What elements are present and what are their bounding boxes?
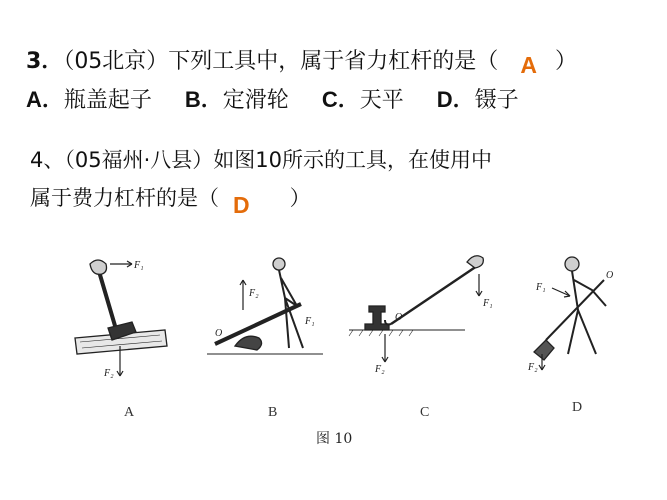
option-b: B．定滑轮 xyxy=(184,87,289,113)
figure-b-label: B xyxy=(268,405,278,420)
figure-d-illustration xyxy=(522,250,632,375)
figure-c-label: C xyxy=(420,405,430,420)
figure-d-label: D xyxy=(572,400,583,415)
figure-d-mark-f2: F₂ xyxy=(528,362,538,373)
figure-d-mark-o: O xyxy=(606,270,614,281)
figure-b-illustration xyxy=(205,250,325,370)
figure-a-mark-f1: F₁ xyxy=(134,260,144,271)
figure-b-mark-f2: F₂ xyxy=(249,288,259,299)
question-3-answer: A xyxy=(520,52,537,78)
figure-c-illustration xyxy=(345,250,495,380)
figure-b-mark-o: O xyxy=(215,328,223,339)
figure-d-mark-f1: F₁ xyxy=(536,282,546,293)
question-3-number: 3． xyxy=(26,49,64,74)
figure-a-illustration xyxy=(70,250,170,390)
figure-b-mark-f1: F₁ xyxy=(305,316,315,327)
question-3-close-paren: ） xyxy=(554,49,577,74)
figure-c-mark-f2: F₂ xyxy=(375,364,385,375)
figure-a-mark-f2: F₂ xyxy=(104,368,114,379)
question-4-stem: 4、（05福州·八县）如图10所示的工具，在使用中 xyxy=(30,148,492,172)
figure-a-label: A xyxy=(124,405,135,420)
option-c: C．天平 xyxy=(321,87,404,113)
question-3-options xyxy=(26,86,545,115)
figure-c-mark-f1: F₁ xyxy=(483,298,493,309)
question-4-close-paren: ） xyxy=(289,186,311,210)
question-3-text: （05北京）下列工具中，属于省力杠杆的是（ xyxy=(63,49,499,74)
question-4-stem-line2 xyxy=(30,183,311,218)
question-4-answer: D xyxy=(233,192,250,218)
question-3-stem xyxy=(26,46,577,76)
option-d: D．镊子 xyxy=(436,87,519,113)
question-4-text: 属于费力杠杆的是（ xyxy=(30,186,219,210)
figure-caption: 图 10 xyxy=(316,431,353,447)
option-a: A．瓶盖起子 xyxy=(26,87,152,113)
figure-c-mark-o: O xyxy=(395,312,403,323)
